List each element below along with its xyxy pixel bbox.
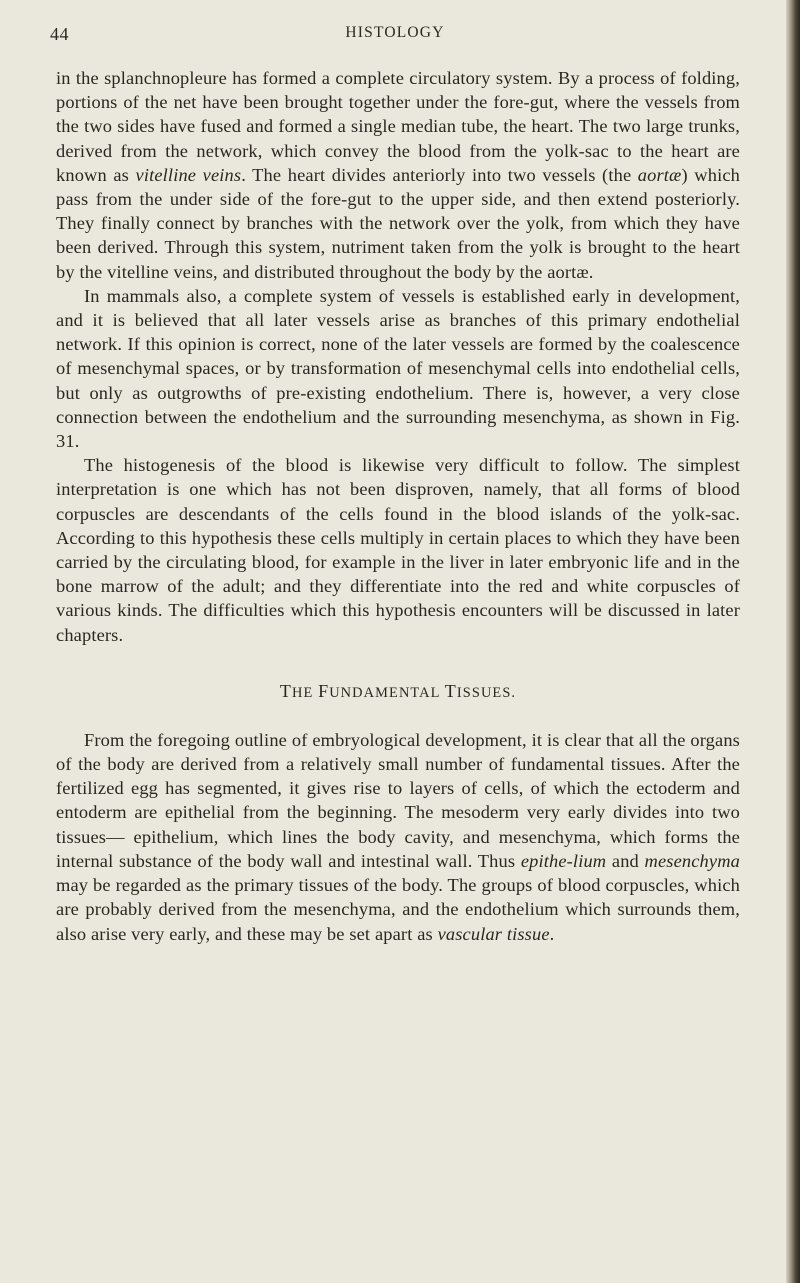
paragraph-text: ) which pass from the under side of the fore-gut to the upper side, and then extend posteriorly. They finally connect by branches with the network over the yolk, from which they have been derived. Through this system, nutriment taken from the yolk is brought to the heart by the vitelline veins, and distributed throughout the body by the aortæ. <box>56 164 740 282</box>
paragraph-text: may be regarded as the primary tissues of the body. The groups of blood corpuscles, which are probably derived from the mesenchyma, and the endothelium which surrounds them, also arise very early, and these may be set apart as <box>56 875 740 944</box>
paragraph-text: and <box>606 850 645 871</box>
paragraph-text: . The heart divides anteriorly into two vessels (the <box>241 164 638 185</box>
term-aortae: aortæ <box>637 164 682 185</box>
paragraph-text: in the splanchnopleure has formed a complete circulatory system. By a process of folding, portions of the net have been brought together under the fore-gut, where the vessels from the two sides have fused and formed a single median tube, the heart. The two large trunks, derived from the network, which convey the blood from the yolk-sac to the heart are known as <box>56 68 740 185</box>
page-number: 44 <box>50 24 69 44</box>
paragraph-text: In mammals also, a complete system of vessels is established early in development, and it is believed that all later vessels arise as branches of this primary endothelial network. If this opinion is correct, none of the later vessels are formed by the coalescence of mesenchymal spaces, or by transformation of mesenchymal cells into endothelial cells, but only as outgrowths of pre-existing endothelium. There is, however, a very close connection between the endothelium and the surrounding mesenchyma, as shown in Fig. 31. <box>56 285 740 452</box>
paragraph-fundamental-tissues <box>56 728 740 946</box>
term-mesenchyma: mesenchyma <box>644 850 740 871</box>
paragraph-histogenesis <box>56 453 740 647</box>
body-text <box>56 66 740 946</box>
term-epithelium: epithe-lium <box>520 850 607 871</box>
paragraph-text: The histogenesis of the blood is likewise very difficult to follow. The simplest interpretation is one which has not been disproven, namely, that all forms of blood corpuscles are descendants of the cells found in the blood islands of the yolk-sac. According to this hypothesis these cells multiply in certain places to which they have been carried by the circulating blood, for example in the liver in later embryonic life and in the bone marrow of the adult; and they differentiate into the red and white corpuscles of various kinds. The difficulties which this hypothesis encounters will be discussed in later chapters. <box>56 455 740 645</box>
page-edge-shadow <box>786 0 800 1283</box>
section-heading: THE FUNDAMENTAL TISSUES. <box>279 680 517 701</box>
paragraph-mammals <box>56 284 740 453</box>
paragraph-text: From the foregoing outline of embryological development, it is clear that all the organs of the body are derived from a relatively small number of fundamental tissues. After the fertilized egg has segmented, it gives rise to layers of cells, of which the ectoderm and entoderm are epithelial from the beginning. The mesoderm very early divides into two tissues— epithelium, which lines the body cavity, and mesenchyma, which forms the internal substance of the body wall and intestinal wall. Thus <box>56 729 740 871</box>
term-vascular-tissue: vascular tissue <box>437 923 550 944</box>
running-title: HISTOLOGY <box>345 24 445 41</box>
paragraph-circulatory-system <box>56 66 740 284</box>
running-head <box>50 24 740 48</box>
paragraph-text: . <box>549 923 555 944</box>
term-vitelline-veins: vitelline veins <box>135 164 242 185</box>
